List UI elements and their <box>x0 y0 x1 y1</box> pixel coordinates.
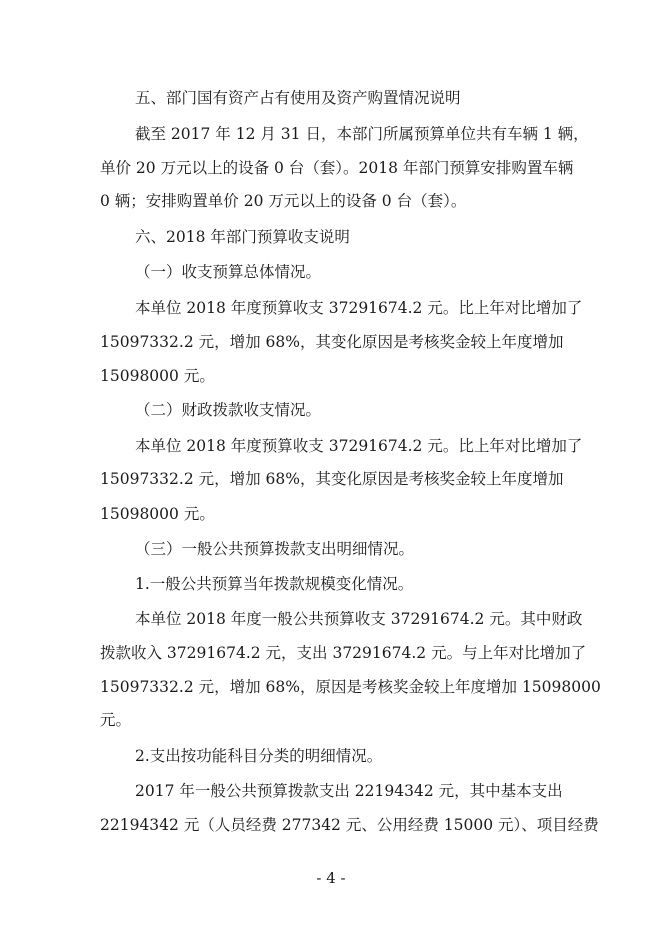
subsection-heading: （二）财政拨款收支情况。 <box>135 401 322 419</box>
paragraph-line: 本单位 2018 年度预算收支 37291674.2 元。比上年对比增加了 <box>135 299 583 317</box>
paragraph-line: 15098000 元。 <box>100 505 215 523</box>
paragraph-line: 元。 <box>100 711 132 729</box>
paragraph-line: 15097332.2 元，增加 68%，原因是考核奖金较上年度增加 15098000 <box>100 678 601 696</box>
paragraph-line: 15098000 元。 <box>100 367 215 385</box>
item-heading: 2.支出按功能科目分类的明细情况。 <box>135 747 383 765</box>
section-heading-budget: 六、2018 年部门预算收支说明 <box>135 228 350 246</box>
paragraph-line: 本单位 2018 年度预算收支 37291674.2 元。比上年对比增加了 <box>135 437 583 455</box>
paragraph-line: 截至 2017 年 12 月 31 日，本部门所属预算单位共有车辆 1 辆， <box>135 125 589 143</box>
item-heading: 1.一般公共预算当年拨款规模变化情况。 <box>135 575 414 593</box>
section-heading-assets: 五、部门国有资产占有使用及资产购置情况说明 <box>135 89 461 107</box>
paragraph-line: 单价 20 万元以上的设备 0 台（套）。2018 年部门预算安排购置车辆 <box>100 159 574 177</box>
paragraph-line: 15097332.2 元，增加 68%，其变化原因是考核奖金较上年度增加 <box>100 470 564 488</box>
subsection-heading: （一）收支预算总体情况。 <box>135 263 322 281</box>
page-number: - 4 - <box>316 869 346 887</box>
paragraph-line: 拨款收入 37291674.2 元，支出 37291674.2 元。与上年对比增加了 <box>100 644 587 662</box>
paragraph-line: 本单位 2018 年度一般公共预算收支 37291674.2 元。其中财政 <box>135 610 583 628</box>
subsection-heading: （三）一般公共预算拨款支出明细情况。 <box>135 540 415 558</box>
paragraph-line: 0 辆；安排购置单价 20 万元以上的设备 0 台（套）。 <box>100 192 467 210</box>
paragraph-line: 15097332.2 元，增加 68%，其变化原因是考核奖金较上年度增加 <box>100 333 564 351</box>
paragraph-line: 2017 年一般公共预算拨款支出 22194342 元，其中基本支出 <box>135 782 563 800</box>
paragraph-line: 22194342 元（人员经费 277342 元、公用经费 15000 元）、项目经费 <box>100 816 599 834</box>
